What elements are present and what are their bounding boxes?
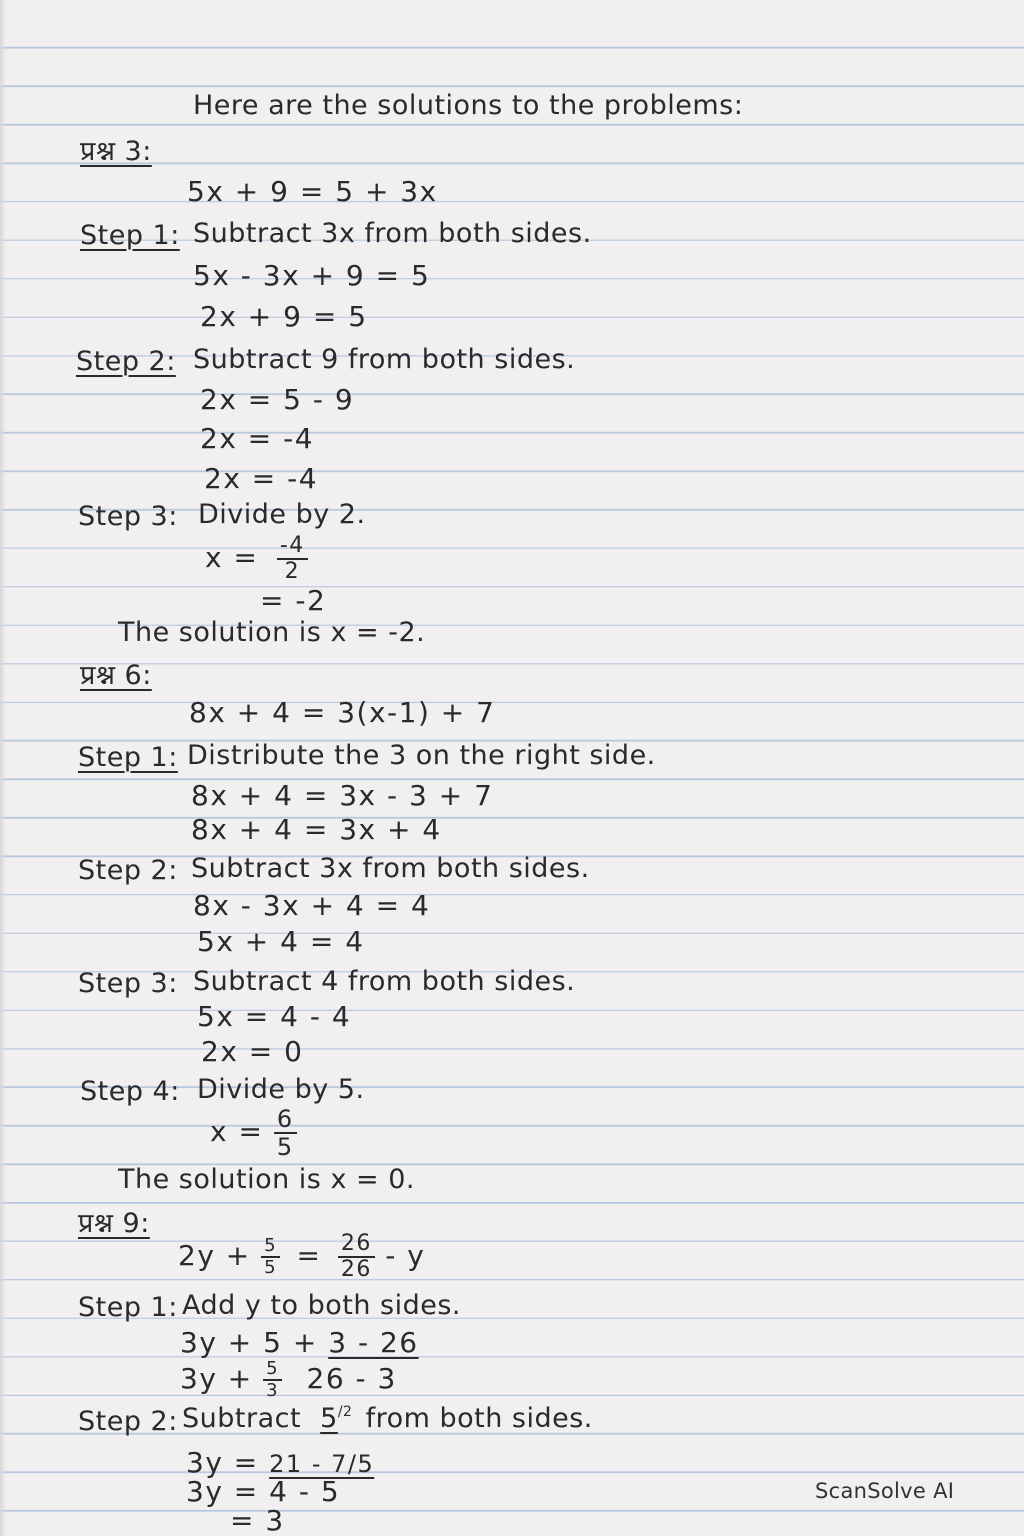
problem-9-equation <box>178 1233 425 1281</box>
line-part-b: 3 - 26 <box>328 1326 419 1359</box>
text-superscript: /2 <box>337 1404 353 1420</box>
line-part-b: 21 - 7/5 <box>269 1450 375 1478</box>
intro-heading: Here are the solutions to the problems: <box>193 90 744 121</box>
p3-step-2-text: Subtract 9 from both sides. <box>193 344 576 375</box>
p3-step-1-label: Step 1: <box>80 220 180 251</box>
p6-step-4-lhs: x = <box>210 1115 264 1148</box>
p6-step-3-line-1: 5x = 4 - 4 <box>197 1000 352 1033</box>
fraction-numerator: -4 <box>277 535 308 560</box>
problem-9-label: प्रश्न 9: <box>78 1208 150 1239</box>
p3-step-1-line-1: 5x - 3x + 9 = 5 <box>193 259 431 292</box>
text-part-b: from both sides. <box>365 1403 593 1434</box>
p6-step-1-line-2: 8x + 4 = 3x + 4 <box>191 813 442 846</box>
fraction-denominator: 3 <box>266 1380 280 1401</box>
p6-step-4-fraction <box>274 1107 297 1159</box>
p9-step-2-line-2: 3y = 4 - 5 <box>186 1475 341 1508</box>
line-part-a: 3y + 5 + <box>180 1326 318 1359</box>
p3-step-1-text: Subtract 3x from both sides. <box>193 218 592 249</box>
p6-step-2-line-2: 5x + 4 = 4 <box>197 925 365 958</box>
p3-step-3-text: Divide by 2. <box>198 499 366 530</box>
p3-step-3-fraction <box>277 535 308 583</box>
p3-step-3-result: = -2 <box>260 584 327 617</box>
fraction-numerator: 26 <box>338 1233 375 1258</box>
eq-part-b: = <box>296 1239 322 1272</box>
p3-step-3-lhs: x = <box>205 541 259 574</box>
p6-step-2-text: Subtract 3x from both sides. <box>191 853 590 884</box>
p3-step-2-line-2: 2x = -4 <box>200 422 315 455</box>
p3-step-1-line-2: 2x + 9 = 5 <box>200 300 368 333</box>
p3-step-2-line-1: 2x = 5 - 9 <box>200 383 355 416</box>
p6-step-3-text: Subtract 4 from both sides. <box>193 966 576 997</box>
p6-step-1-line-1: 8x + 4 = 3x - 3 + 7 <box>191 779 494 812</box>
text-part-a: Subtract <box>182 1403 302 1434</box>
p9-step-2-line-3: = 3 <box>230 1504 285 1536</box>
brand-watermark: ScanSolve AI <box>815 1479 955 1503</box>
line-part-b: 26 - 3 <box>306 1362 397 1395</box>
line-part-a: 3y = <box>186 1446 259 1479</box>
p9-step-1-label: Step 1: <box>78 1292 178 1323</box>
p6-step-4-fraction-line <box>210 1107 297 1159</box>
fraction-denominator: 5 <box>264 1257 278 1278</box>
eq-fraction-1 <box>261 1237 280 1277</box>
p6-solution: The solution is x = 0. <box>118 1164 415 1195</box>
fraction-numerator: 5 <box>261 1237 280 1258</box>
problem-3-equation: 5x + 9 = 5 + 3x <box>187 175 438 208</box>
p6-step-4-text: Divide by 5. <box>197 1074 365 1105</box>
p9-step-2-text <box>182 1405 593 1432</box>
p9-step-2-label: Step 2: <box>78 1406 178 1437</box>
p6-step-1-text: Distribute the 3 on the right side. <box>187 740 656 771</box>
p3-solution: The solution is x = -2. <box>118 617 426 648</box>
p3-step-3-label: Step 3: <box>78 501 178 532</box>
p6-step-3-line-2: 2x = 0 <box>201 1035 304 1068</box>
line-fraction <box>263 1360 282 1400</box>
p9-step-1-line-1 <box>180 1326 419 1359</box>
fraction-denominator: 26 <box>340 1257 372 1282</box>
fraction-denominator: 5 <box>276 1133 294 1161</box>
eq-fraction-2 <box>338 1233 375 1281</box>
p3-step-2-line-3: 2x = -4 <box>204 462 319 495</box>
fraction-numerator: 6 <box>274 1107 297 1134</box>
p6-step-1-label: Step 1: <box>78 742 178 773</box>
p9-step-1-line-2 <box>180 1360 397 1400</box>
p6-step-4-label: Step 4: <box>80 1076 180 1107</box>
eq-part-c: - y <box>385 1239 426 1272</box>
p6-step-2-label: Step 2: <box>78 855 178 886</box>
line-part-a: 3y + <box>180 1362 253 1395</box>
problem-6-label: प्रश्न 6: <box>80 660 152 691</box>
p6-step-3-label: Step 3: <box>78 968 178 999</box>
eq-part-a: 2y + <box>178 1239 251 1272</box>
p9-step-2-line-1 <box>186 1446 375 1479</box>
fraction-numerator: 5 <box>263 1360 282 1381</box>
p9-step-1-text: Add y to both sides. <box>182 1290 462 1321</box>
problem-3-label: प्रश्न 3: <box>80 136 152 167</box>
text-number: 5 <box>320 1403 338 1434</box>
fraction-denominator: 2 <box>284 559 301 584</box>
p3-step-3-fraction-line <box>205 535 308 583</box>
problem-6-equation: 8x + 4 = 3(x-1) + 7 <box>189 696 496 729</box>
p6-step-2-line-1: 8x - 3x + 4 = 4 <box>193 889 431 922</box>
p3-step-2-label: Step 2: <box>76 346 176 377</box>
